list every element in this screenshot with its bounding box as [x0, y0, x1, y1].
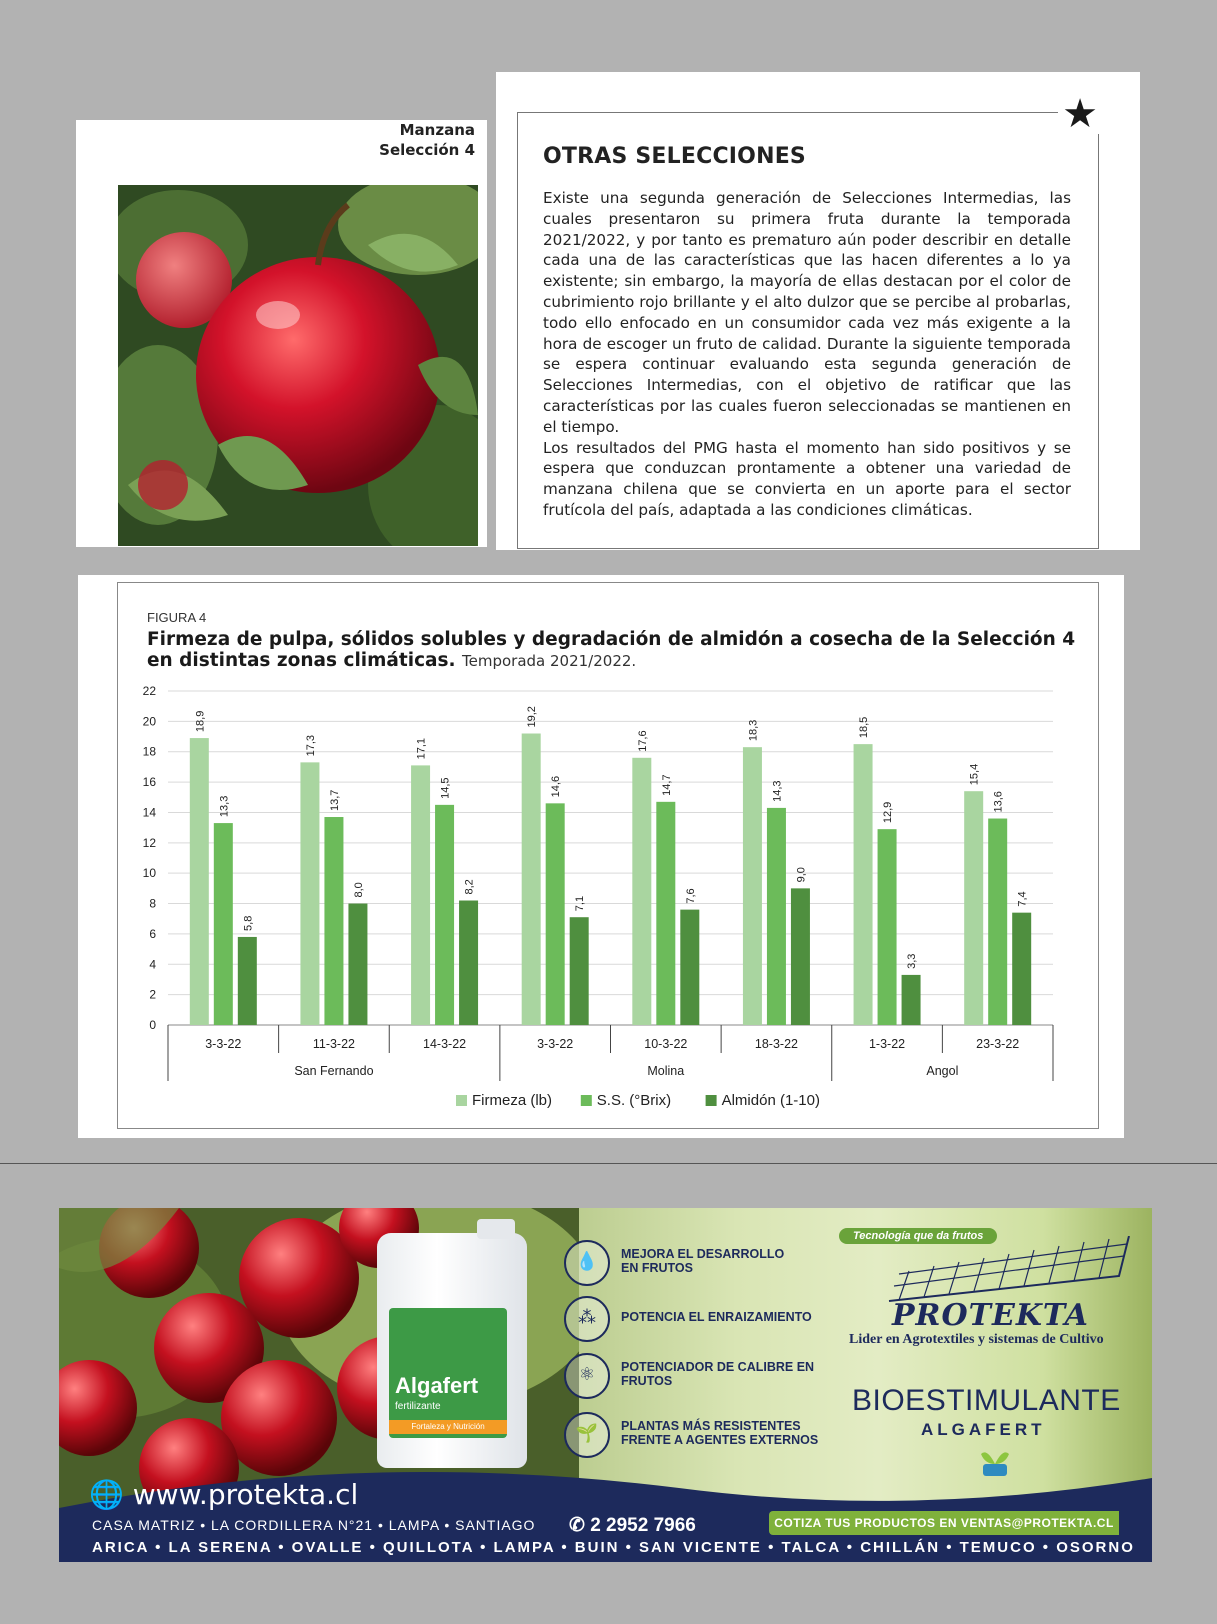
data-label: 12,9: [882, 801, 895, 824]
cities-list: ARICA • LA SERENA • OVALLE • QUILLOTA • LAMPA • BUIN • SAN VICENTE • TALCA • CHILLÁN • TEMUCO • OSORNO: [92, 1539, 1135, 1556]
figure-label: FIGURA 4: [147, 610, 207, 625]
product-category: BIOESTIMULANTE: [852, 1384, 1121, 1417]
molecule-icon: ⚛: [564, 1353, 610, 1399]
x-tick-label: 11-3-22: [312, 1037, 356, 1051]
legend-swatch: [456, 1095, 467, 1106]
feature-text: PLANTAS MÁS RESISTENTES FRENTE A AGENTES EXTERNOS: [621, 1419, 819, 1447]
article-card: [496, 72, 1140, 550]
globe-icon: 🌐: [89, 1478, 124, 1511]
y-tick-label: 2: [149, 987, 156, 1002]
data-label: 9,0: [795, 867, 808, 883]
bar: [522, 734, 541, 1025]
product-jug: [377, 1233, 527, 1468]
data-label: 18,5: [858, 716, 871, 739]
feature-text: POTENCIADOR DE CALIBRE EN FRUTOS: [621, 1360, 815, 1388]
phone-number[interactable]: [569, 1514, 696, 1537]
x-tick-label: 18-3-22: [754, 1037, 798, 1051]
photo-caption-line2: Selección 4: [379, 141, 475, 159]
jug-label: [389, 1308, 507, 1438]
y-tick-label: 18: [142, 744, 156, 759]
jug-cap: [477, 1219, 515, 1239]
bar: [964, 791, 983, 1025]
data-label: 15,4: [968, 763, 981, 786]
y-tick-label: 16: [142, 775, 156, 790]
data-label: 17,3: [304, 734, 317, 757]
photo-caption-line1: Manzana: [399, 121, 475, 139]
figure-subtitle: Temporada 2021/2022.: [462, 652, 637, 670]
data-label: 17,6: [636, 730, 649, 752]
brand-logo: PROTEKTA: [892, 1298, 1089, 1333]
data-label: 13,3: [218, 795, 231, 818]
bar: [214, 823, 233, 1025]
figure-title-text: Firmeza de pulpa, sólidos solubles y degradación de almidón a cosecha de la Selección 4 en distintas zonas climáticas.: [147, 629, 1076, 671]
y-tick-label: 14: [142, 805, 156, 820]
data-label: 3,3: [906, 953, 919, 969]
bar: [546, 803, 565, 1025]
data-label: 14,3: [771, 780, 784, 802]
data-label: 14,7: [660, 774, 673, 796]
legend-swatch: [706, 1095, 717, 1106]
bar: [570, 917, 589, 1025]
greenhouse-net-icon: [879, 1236, 1139, 1306]
phone-icon: ✆: [569, 1515, 585, 1536]
plant-icon: 🌱: [564, 1412, 610, 1458]
bar: [743, 747, 762, 1025]
roots-icon: ⁂: [564, 1296, 610, 1342]
bar-chart: [78, 575, 1124, 1138]
article-paragraph-2: Los resultados del PMG hasta el momento han sido positivos y se espera que conduzcan prontamente a obtener una variedad de manzana chilena que se convierta en un aporte para el sector frutícola del país, adaptada a las condiciones climáticas.: [543, 438, 1071, 519]
bar: [656, 802, 675, 1025]
y-tick-label: 12: [142, 835, 156, 850]
data-label: 18,3: [747, 719, 760, 742]
group-label: Angol: [926, 1064, 959, 1078]
photo-caption: [379, 120, 475, 160]
group-label: Molina: [647, 1064, 685, 1078]
bar: [324, 817, 343, 1025]
bar: [988, 819, 1007, 1025]
y-tick-label: 20: [142, 714, 156, 729]
bar: [632, 758, 651, 1025]
product-name: ALGAFERT: [921, 1420, 1046, 1439]
data-label: 14,5: [439, 777, 452, 799]
y-tick-label: 4: [149, 957, 156, 972]
advertisement-banner: [59, 1208, 1152, 1562]
legend-label: Almidón (1-10): [721, 1092, 820, 1109]
website-link[interactable]: [89, 1478, 358, 1511]
bar: [878, 829, 897, 1025]
y-tick-label: 8: [149, 896, 156, 911]
y-tick-label: 10: [142, 866, 156, 881]
y-tick-label: 0: [149, 1018, 156, 1032]
data-label: 13,6: [992, 791, 1005, 813]
data-label: 13,7: [328, 789, 341, 812]
bar: [791, 888, 810, 1025]
bar: [1012, 913, 1031, 1025]
section-title: OTRAS SELECCIONES: [543, 144, 806, 169]
bar: [348, 904, 367, 1025]
bar: [902, 975, 921, 1025]
email-cta[interactable]: COTIZA TUS PRODUCTOS EN VENTAS@PROTEKTA.CL: [769, 1511, 1119, 1535]
data-label: 18,9: [194, 710, 207, 733]
legend-swatch: [581, 1095, 592, 1106]
x-tick-label: 3-3-22: [537, 1037, 574, 1051]
jug-product-name: Algafert: [395, 1373, 479, 1398]
jug-product-type: fertilizante: [395, 1401, 441, 1412]
data-label: 19,2: [526, 706, 539, 728]
article-paragraph-1: Existe una segunda generación de Selecciones Intermedias, las cuales presentaron su primera fruta durante la temporada 2021/2022, y por tanto es prematuro aún poder describir en detalle cada una de las características que las hacen diferentes a lo ya existente; sin embargo, la mayoría de ellas destacan por el color de cubrimiento rojo brillante y el alto dulzor que se percibe al probarlas, todo ello enfocado en un consumidor cada vez más exigente a la hora de escoger un fruto de calidad. Durante la siguiente temporada se espera continuar evaluando esta segunda generación de Selecciones Intermedias, con el objetivo de ratificar que las características por las cuales fueron seleccionadas se mantienen en el tiempo.: [543, 189, 1071, 436]
y-tick-label: 6: [149, 926, 156, 941]
bar: [767, 808, 786, 1025]
data-label: 17,1: [415, 737, 428, 760]
x-tick-label: 14-3-22: [423, 1037, 467, 1051]
x-tick-label: 23-3-22: [976, 1037, 1020, 1051]
bar: [411, 765, 430, 1025]
legend-label: S.S. (°Brix): [596, 1092, 672, 1109]
data-label: 7,4: [1016, 891, 1029, 907]
phone-text: 2 2952 7966: [590, 1515, 696, 1536]
x-tick-label: 3-3-22: [205, 1037, 242, 1051]
jug-label-band: Fortaleza y Nutrición: [389, 1420, 507, 1434]
legend-label: Firmeza (lb): [472, 1092, 553, 1109]
star-icon: ★: [1058, 94, 1102, 134]
x-tick-label: 1-3-22: [868, 1037, 906, 1051]
bar: [435, 805, 454, 1025]
page-separator: [0, 1163, 1217, 1164]
address-text: CASA MATRIZ • LA CORDILLERA N°21 • LAMPA • SANTIAGO: [92, 1517, 536, 1533]
data-label: 7,1: [574, 895, 587, 912]
bar: [854, 744, 873, 1025]
product-leaf-icon: [977, 1444, 1013, 1480]
bar: [459, 901, 478, 1025]
bar: [190, 738, 209, 1025]
y-tick-label: 22: [142, 684, 156, 698]
feature-text: POTENCIA EL ENRAIZAMIENTO: [621, 1310, 812, 1324]
bar: [300, 762, 319, 1025]
data-label: 7,6: [684, 888, 697, 904]
brand-subtitle: Lider en Agrotextiles y sistemas de Cultivo: [849, 1332, 1104, 1347]
group-label: San Fernando: [294, 1064, 374, 1078]
article-body: [543, 188, 1071, 521]
bar: [238, 937, 257, 1025]
apple-photo: [118, 185, 478, 546]
website-text: www.protekta.cl: [132, 1478, 359, 1511]
feature-text: MEJORA EL DESARROLLO EN FRUTOS: [621, 1247, 785, 1275]
photo-card: [76, 120, 487, 547]
data-label: 14,6: [550, 775, 563, 798]
data-label: 8,2: [463, 879, 476, 895]
data-label: 5,8: [242, 915, 255, 931]
brand-tagline: Tecnología que da frutos: [839, 1228, 997, 1244]
x-tick-label: 10-3-22: [644, 1037, 688, 1051]
bar: [680, 910, 699, 1025]
figure-card: [78, 575, 1124, 1138]
water-drop-icon: 💧: [564, 1240, 610, 1286]
data-label: 8,0: [352, 882, 365, 898]
